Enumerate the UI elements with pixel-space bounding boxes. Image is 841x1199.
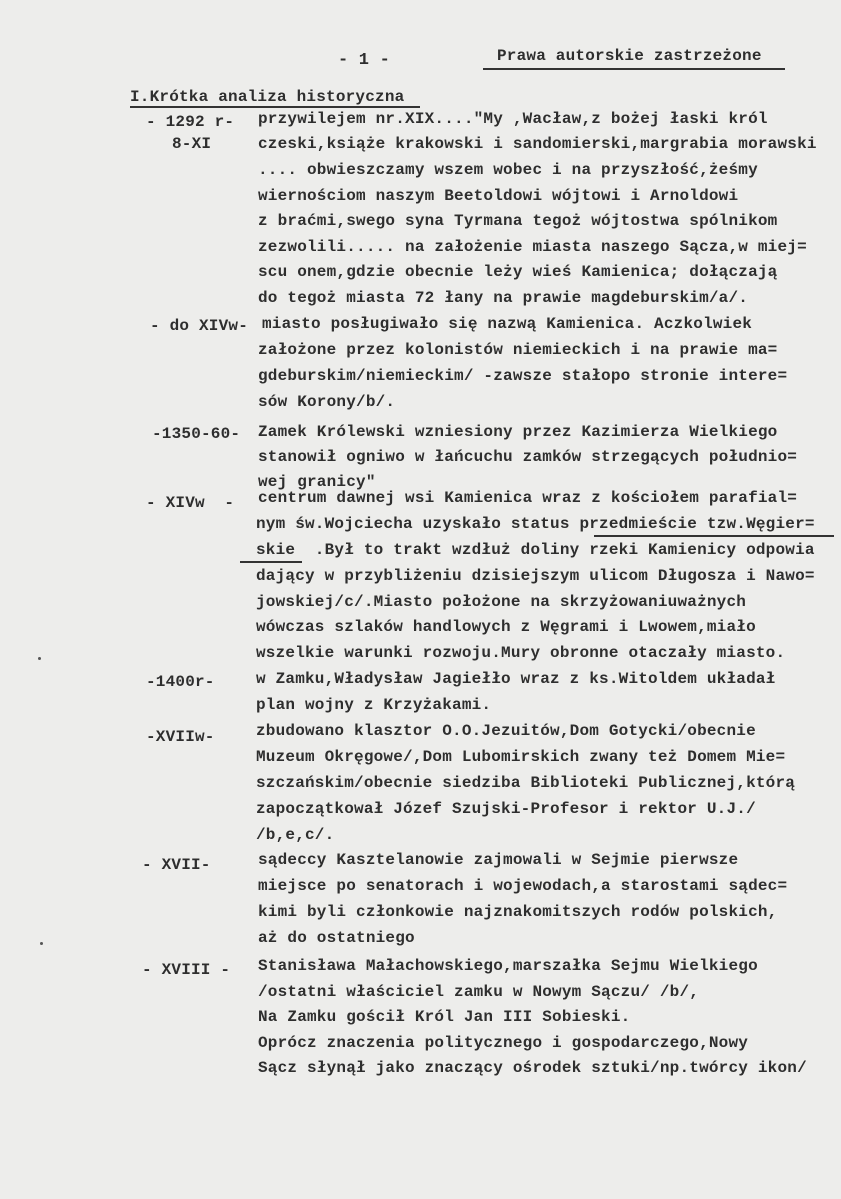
entry-date: - 1292 r- xyxy=(146,113,235,131)
entry-line: Stanisława Małachowskiego,marszałka Sejmu Wielkiego xyxy=(258,957,758,975)
entry-line: Oprócz znaczenia politycznego i gospodarczego,Nowy xyxy=(258,1034,749,1052)
entry-date: -1400r- xyxy=(146,673,215,691)
entry-line: gdeburskim/niemieckim/ -zawsze stałopo stronie intere= xyxy=(258,367,788,385)
entry-line: sądeccy Kasztelanowie zajmowali w Sejmie pierwsze xyxy=(258,851,739,869)
entry-line: dający w przybliżeniu dzisiejszym ulicom Długosza i Nawo= xyxy=(256,567,815,585)
entry-line: skie .Był to trakt wzdłuż doliny rzeki Kamienicy odpowia xyxy=(256,541,815,559)
entry-line: z braćmi,swego syna Tyrmana tegoż wójtostwa spólnikom xyxy=(258,212,778,230)
underline-przedmiescie xyxy=(594,535,834,537)
entry-line: Sącz słynął jako znaczący ośrodek sztuki/np.twórcy ikon/ xyxy=(258,1059,807,1077)
entry-date: -1350-60- xyxy=(152,425,241,443)
entry-line: Muzeum Okręgowe/,Dom Lubomirskich zwany też Domem Mie= xyxy=(256,748,786,766)
entry-line: centrum dawnej wsi Kamienica wraz z kościołem parafial= xyxy=(258,489,798,507)
entry-line: jowskiej/c/.Miasto położone na skrzyżowaniuważnych xyxy=(256,593,747,611)
entry-date: - XVII- xyxy=(142,856,211,874)
entry-line: kimi byli członkowie najznakomitszych rodów polskich, xyxy=(258,903,778,921)
paper-speck xyxy=(40,942,43,945)
entry-line: przywilejem nr.XIX...."My ,Wacław,z bożej łaski król xyxy=(258,110,768,128)
entry-line: wszelkie warunki rozwoju.Mury obronne otaczały miasto. xyxy=(256,644,786,662)
entry-line: sów Korony/b/. xyxy=(258,393,396,411)
entry-line: zbudowano klasztor O.O.Jezuitów,Dom Gotycki/obecnie xyxy=(256,722,756,740)
entry-line: do tegoż miasta 72 łany na prawie magdeburskim/a/. xyxy=(258,289,749,307)
underline-skie xyxy=(240,561,302,563)
entry-line: zapoczątkował Józef Szujski-Profesor i rektor U.J./ xyxy=(256,800,756,818)
entry-line: /b,e,c/. xyxy=(256,826,335,844)
entry-date-secondary: 8-XI xyxy=(172,135,212,153)
entry-line: stanowił ogniwo w łańcuchu zamków strzegących południo= xyxy=(258,448,798,466)
entry-line: miasto posługiwało się nazwą Kamienica. Aczkolwiek xyxy=(262,315,753,333)
entry-line: /ostatni właściciel zamku w Nowym Sączu/ /b/, xyxy=(258,983,700,1001)
copyright-notice: Prawa autorskie zastrzeżone xyxy=(497,47,762,65)
entry-line: czeski,książe krakowski i sandomierski,margrabia morawski xyxy=(258,135,817,153)
entry-line: zezwolili..... na założenie miasta naszego Sącza,w miej= xyxy=(258,238,807,256)
entry-date: -XVIIw- xyxy=(146,728,215,746)
entry-line: szczańskim/obecnie siedziba Biblioteki Publicznej,którą xyxy=(256,774,796,792)
entry-line: założone przez kolonistów niemieckich i na prawie ma= xyxy=(258,341,778,359)
copyright-underline xyxy=(483,68,785,70)
entry-line: aż do ostatniego xyxy=(258,929,415,947)
entry-line: wej granicy" xyxy=(258,473,376,491)
entry-date: - do XIVw- xyxy=(150,317,249,335)
entry-line: miejsce po senatorach i wojewodach,a starostami sądec= xyxy=(258,877,788,895)
paper-speck xyxy=(38,657,41,660)
section-title: I.Krótka analiza historyczna xyxy=(130,88,405,106)
entry-line: Na Zamku gościł Król Jan III Sobieski. xyxy=(258,1008,631,1026)
entry-line: w Zamku,Władysław Jagiełło wraz z ks.Witoldem układał xyxy=(256,670,776,688)
entry-date: - XVIII - xyxy=(142,961,231,979)
entry-date: - XIVw - xyxy=(146,494,235,512)
entry-line: Zamek Królewski wzniesiony przez Kazimierza Wielkiego xyxy=(258,423,778,441)
entry-line: nym św.Wojciecha uzyskało status przedmieście tzw.Węgier= xyxy=(256,515,815,533)
entry-line: scu onem,gdzie obecnie leży wieś Kamienica; dołączają xyxy=(258,263,778,281)
entry-line: plan wojny z Krzyżakami. xyxy=(256,696,492,714)
entry-line: wiernościom naszym Beetoldowi wójtowi i Arnoldowi xyxy=(258,187,739,205)
section-title-underline xyxy=(130,106,420,108)
entry-line: wówczas szlaków handlowych z Węgrami i Lwowem,miało xyxy=(256,618,756,636)
page-number: - 1 - xyxy=(338,51,391,70)
entry-line: .... obwieszczamy wszem wobec i na przyszłość,żeśmy xyxy=(258,161,758,179)
